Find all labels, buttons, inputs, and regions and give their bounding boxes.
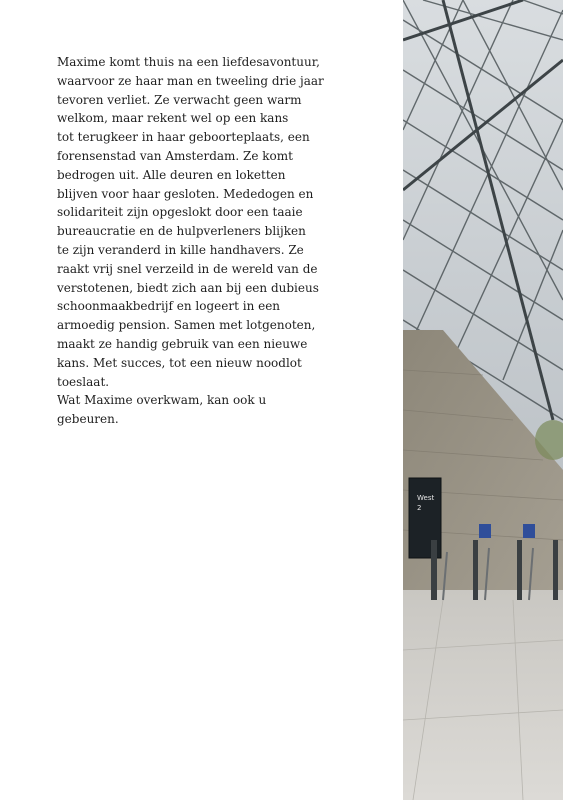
blurb-text xyxy=(57,53,347,429)
sign-label: West xyxy=(417,494,435,502)
blurb-line: armoedig pension. Samen met lotgenoten, xyxy=(57,318,316,333)
blurb-line: welkom, maar rekent wel op een kans xyxy=(57,111,289,126)
blurb-line: Wat Maxime overkwam, kan ook u xyxy=(57,393,267,408)
blurb-line: schoonmaakbedrijf en logeert in een xyxy=(57,299,281,314)
station-photo xyxy=(403,0,563,800)
blurb-line: forensenstad van Amsterdam. Ze komt xyxy=(57,148,293,163)
blurb-line: bedrogen uit. Alle deuren en loketten xyxy=(57,167,286,182)
blurb-line: tevoren verliet. Ze verwacht geen warm xyxy=(57,92,302,107)
blurb-line: waarvoor ze haar man en tweeling drie jaar xyxy=(57,73,324,88)
sign-number: 2 xyxy=(417,504,422,512)
blurb-line: tot terugkeer in haar geboorteplaats, een xyxy=(57,130,310,145)
blurb-line: bureaucratie en de hulpverleners blijken xyxy=(57,224,306,239)
blurb-line: gebeuren. xyxy=(57,412,119,427)
blurb-line: maakt ze handig gebruik van een nieuwe xyxy=(57,336,308,351)
blurb-line: solidariteit zijn opgeslokt door een taaie xyxy=(57,205,303,220)
blurb-line: raakt vrij snel verzeild in de wereld van de xyxy=(57,261,318,276)
blurb-line: toeslaat. xyxy=(57,374,110,389)
blurb-line: kans. Met succes, tot een nieuw noodlot xyxy=(57,355,302,370)
blurb-line: verstotenen, biedt zich aan bij een dubieus xyxy=(57,280,319,295)
blurb-line: Maxime komt thuis na een liefdesavontuur, xyxy=(57,55,320,69)
station-floor xyxy=(403,590,563,800)
blurb-line: te zijn veranderd in kille handhavers. Ze xyxy=(57,242,304,257)
blurb-line: blijven voor haar gesloten. Mededogen en xyxy=(57,186,314,201)
